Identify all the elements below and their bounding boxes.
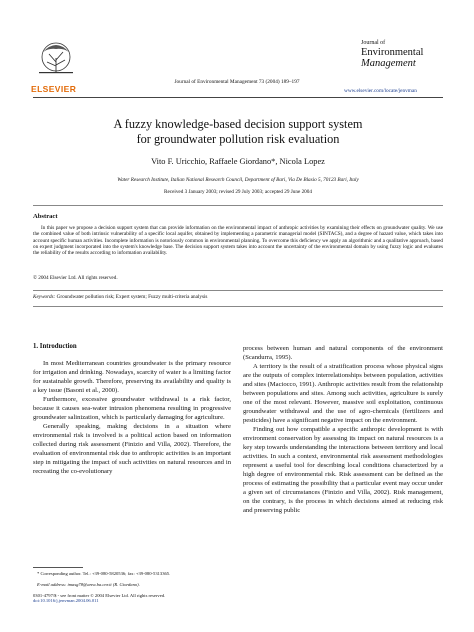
- authors: Vito F. Uricchio, Raffaele Giordano*, Nicola Lopez: [151, 157, 325, 166]
- abstract-text: In this paper we propose a decision support system that can provide information on the environmental impact of anthropic activities by examining their effects on groundwater quality. We use the combined value of both intrinsic vulnerability of a specific local aquifer, obtained by implementing a parametric managerial model (SINTACS), and a degree of hazard value, which takes into account specific human activities. Incomplete information is notoriously common in environmental planning. To overcome this deficiency we apply an algorithmic and a qualitative approach, based on expert judgment incorporated into the system's knowledge base. The decision support system takes into account the uncertainty of the environmental domain by using fuzzy logic and evaluates the reliability of the results according to information availability.: [33, 225, 443, 257]
- journal-logo: [357, 40, 443, 84]
- abstract-top-rule: [33, 205, 443, 206]
- journal-name-line2: Environmental: [361, 47, 424, 58]
- intro-paragraph-1: In most Mediterranean countries groundwater is the primary resource for irrigation and drinking. Nowadays, scarcity of water is a limiting factor for sustainable growth. Therefore, preserving its availability and quality is a key issue (Basoni et al., 2000).: [33, 360, 231, 394]
- footnote-doi[interactable]: doi:10.1016/j.jenvman.2004.06.011: [33, 598, 99, 604]
- footnote-corresponding: * Corresponding author. Tel.: +39-080-5820536; fax: +39-080-5313365.: [37, 571, 171, 576]
- intro-right-paragraph-2: A territory is the result of a stratification process whose physical signs are the outputs of complex interrelationships between population, activities and sites (Maciocco, 1991). Anthropic activities result from the relationship between populations and sites. Among such activities, agriculture is surely one of the most relevant. However, massive soil exploitation, continuous groundwater withdrawal and the use of agro-chemicals (fertilizers and pesticides) have a significant negative impact on the environment.: [243, 363, 443, 424]
- abstract-heading: Abstract: [33, 213, 58, 220]
- elsevier-logo: [33, 40, 79, 84]
- article-dates: Received 3 January 2003; revised 29 July 2003; accepted 29 June 2004: [164, 189, 312, 195]
- article-title-line1: A fuzzy knowledge-based decision support system: [113, 117, 363, 131]
- elsevier-tree-icon: [33, 40, 79, 84]
- footnotes: [33, 571, 231, 604]
- footnote-email: E-mail address: imasg78@area.ba.cnr.it (R. Giordano).: [37, 581, 140, 587]
- intro-right-paragraph-1: process between human and natural components of the environment (Scandurra, 1995).: [243, 345, 443, 361]
- keywords-rule: [33, 290, 443, 291]
- article-title: [33, 117, 443, 146]
- left-column: [33, 343, 231, 476]
- affiliation: Water Research Institute, Italian National Research Council, Department of Bari, Via De Blasio 5, 70123 Bari, Italy: [117, 177, 359, 183]
- intro-paragraph-2: Furthermore, excessive groundwater withdrawal is a risk factor, because it causes sea-water intrusion phenomena resulting in progressive groundwater salinization, which is particularly damaging for agriculture.: [33, 396, 231, 421]
- footnote-issn: 0301-4797/$ - see front matter © 2004 Elsevier Ltd. All rights reserved.: [33, 592, 166, 598]
- journal-name-line1: Journal of: [361, 40, 386, 46]
- journal-url[interactable]: www.elsevier.com/locate/jenvman: [344, 88, 417, 94]
- keywords-list: Groundwater pollution risk; Expert system; Fuzzy multi-criteria analysis: [56, 294, 208, 300]
- section-heading: 1. Introduction: [33, 343, 77, 350]
- keywords: [33, 294, 207, 300]
- article-title-line2: for groundwater pollution risk evaluation: [136, 131, 340, 146]
- footnote-rule: [33, 567, 83, 568]
- journal-name-line3: Management: [361, 58, 416, 69]
- abstract-copyright: © 2004 Elsevier Ltd. All rights reserved.: [33, 275, 118, 281]
- publisher-name: ELSEVIER: [31, 84, 77, 94]
- intro-right-paragraph-3: Finding out how compatible a specific anthropic development is with environment conservation by assessing its impact on natural resources is a key step towards understanding the interactions between territory and local activities. In such a context, environmental risk assessment methodologies represent a useful tool for describing local conditions characterized by a high degree of environmental risk. Risk assessment can be defined as the process of estimating the possibility that a particular event may occur under a given set of circumstances (Finizio and Villa, 2002). Risk management, on the contrary, is the process in which decisions aimed at reducing risk and preserving public: [243, 426, 443, 514]
- intro-paragraph-3: Generally speaking, making decisions in a situation where environmental risk is involved is a political action based on information collected during risk assessment (Finizio and Villa, 2002). Therefore, the evaluation of environmental risk due to anthropic activities is an important step in mitigating the impact of such activities on natural resources and in recreating the co-evolutionary: [33, 423, 231, 475]
- header-rule: [33, 97, 443, 98]
- abstract-bottom-rule: [33, 306, 443, 307]
- journal-citation: Journal of Environmental Management 73 (2004) 189–197: [174, 79, 300, 85]
- right-column: [243, 344, 443, 515]
- keywords-label: Keywords:: [33, 294, 56, 300]
